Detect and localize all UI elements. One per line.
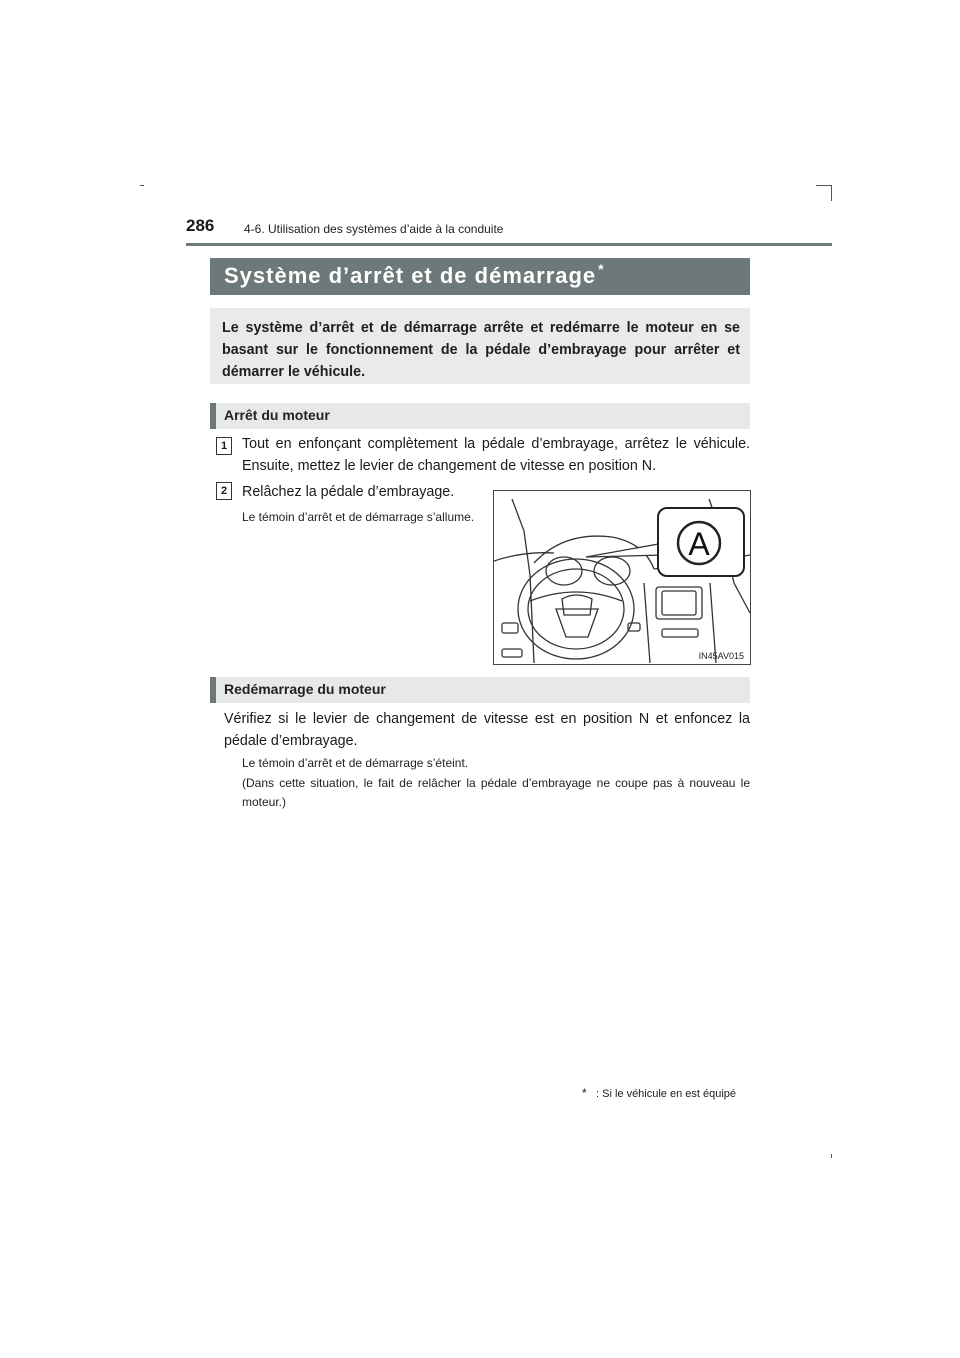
restart-note-2: (Dans cette situation, le fait de relâcher la pédale d’embrayage ne coupe pas à nouveau le moteur.)	[242, 776, 750, 809]
title-asterisk-marker: *	[598, 261, 605, 277]
step-number-badge: 1	[216, 437, 232, 455]
crop-mark	[140, 185, 144, 186]
dashboard-illustration	[493, 490, 751, 665]
section-heading-label: Arrêt du moteur	[224, 407, 330, 423]
step-2-note: Le témoin d’arrêt et de démarrage s’allume.	[242, 510, 475, 524]
restart-text: Vérifiez si le levier de changement de vitesse est en position N et enfoncez la pédale d’embrayage.	[224, 711, 750, 749]
page-title	[224, 263, 605, 289]
running-head: 4-6. Utilisation des systèmes d’aide à la conduite	[244, 222, 504, 236]
step-1-text: Tout en enfonçant complètement la pédale d’embrayage, arrêtez le véhicule. Ensuite, mettez le levier de changement de vitesse en position N.	[242, 436, 750, 474]
section-heading-label: Redémarrage du moteur	[224, 681, 386, 697]
step-2-text: Relâchez la pédale d’embrayage.	[242, 484, 455, 500]
intro-text: Le système d’arrêt et de démarrage arrête et redémarre le moteur en se basant sur le fonctionnement de la pédale d’embrayage pour arrêter et démarrer le véhicule.	[222, 320, 740, 380]
page-title-text: Système d’arrêt et de démarrage	[224, 263, 597, 288]
footnote-asterisk-icon: *	[582, 1086, 587, 1100]
section-heading-bar	[210, 403, 216, 429]
section-heading-stop	[210, 403, 750, 429]
callout-letter: A	[688, 526, 710, 562]
illustration-code: IN45AV015	[698, 651, 744, 661]
step-number-badge: 2	[216, 482, 232, 500]
page-number: 286	[186, 216, 215, 235]
section-heading-bar	[210, 677, 216, 703]
crop-mark	[831, 1154, 832, 1158]
crop-mark	[831, 185, 832, 201]
footnote-text: : Si le véhicule en est équipé	[596, 1088, 737, 1100]
crop-mark	[816, 185, 832, 186]
dashboard-drawing	[494, 491, 750, 664]
restart-note-1: Le témoin d’arrêt et de démarrage s’éteint.	[242, 756, 469, 770]
section-heading-restart	[210, 677, 750, 703]
header-rule	[186, 243, 832, 246]
intro-box	[210, 308, 750, 384]
title-bar	[210, 258, 750, 295]
